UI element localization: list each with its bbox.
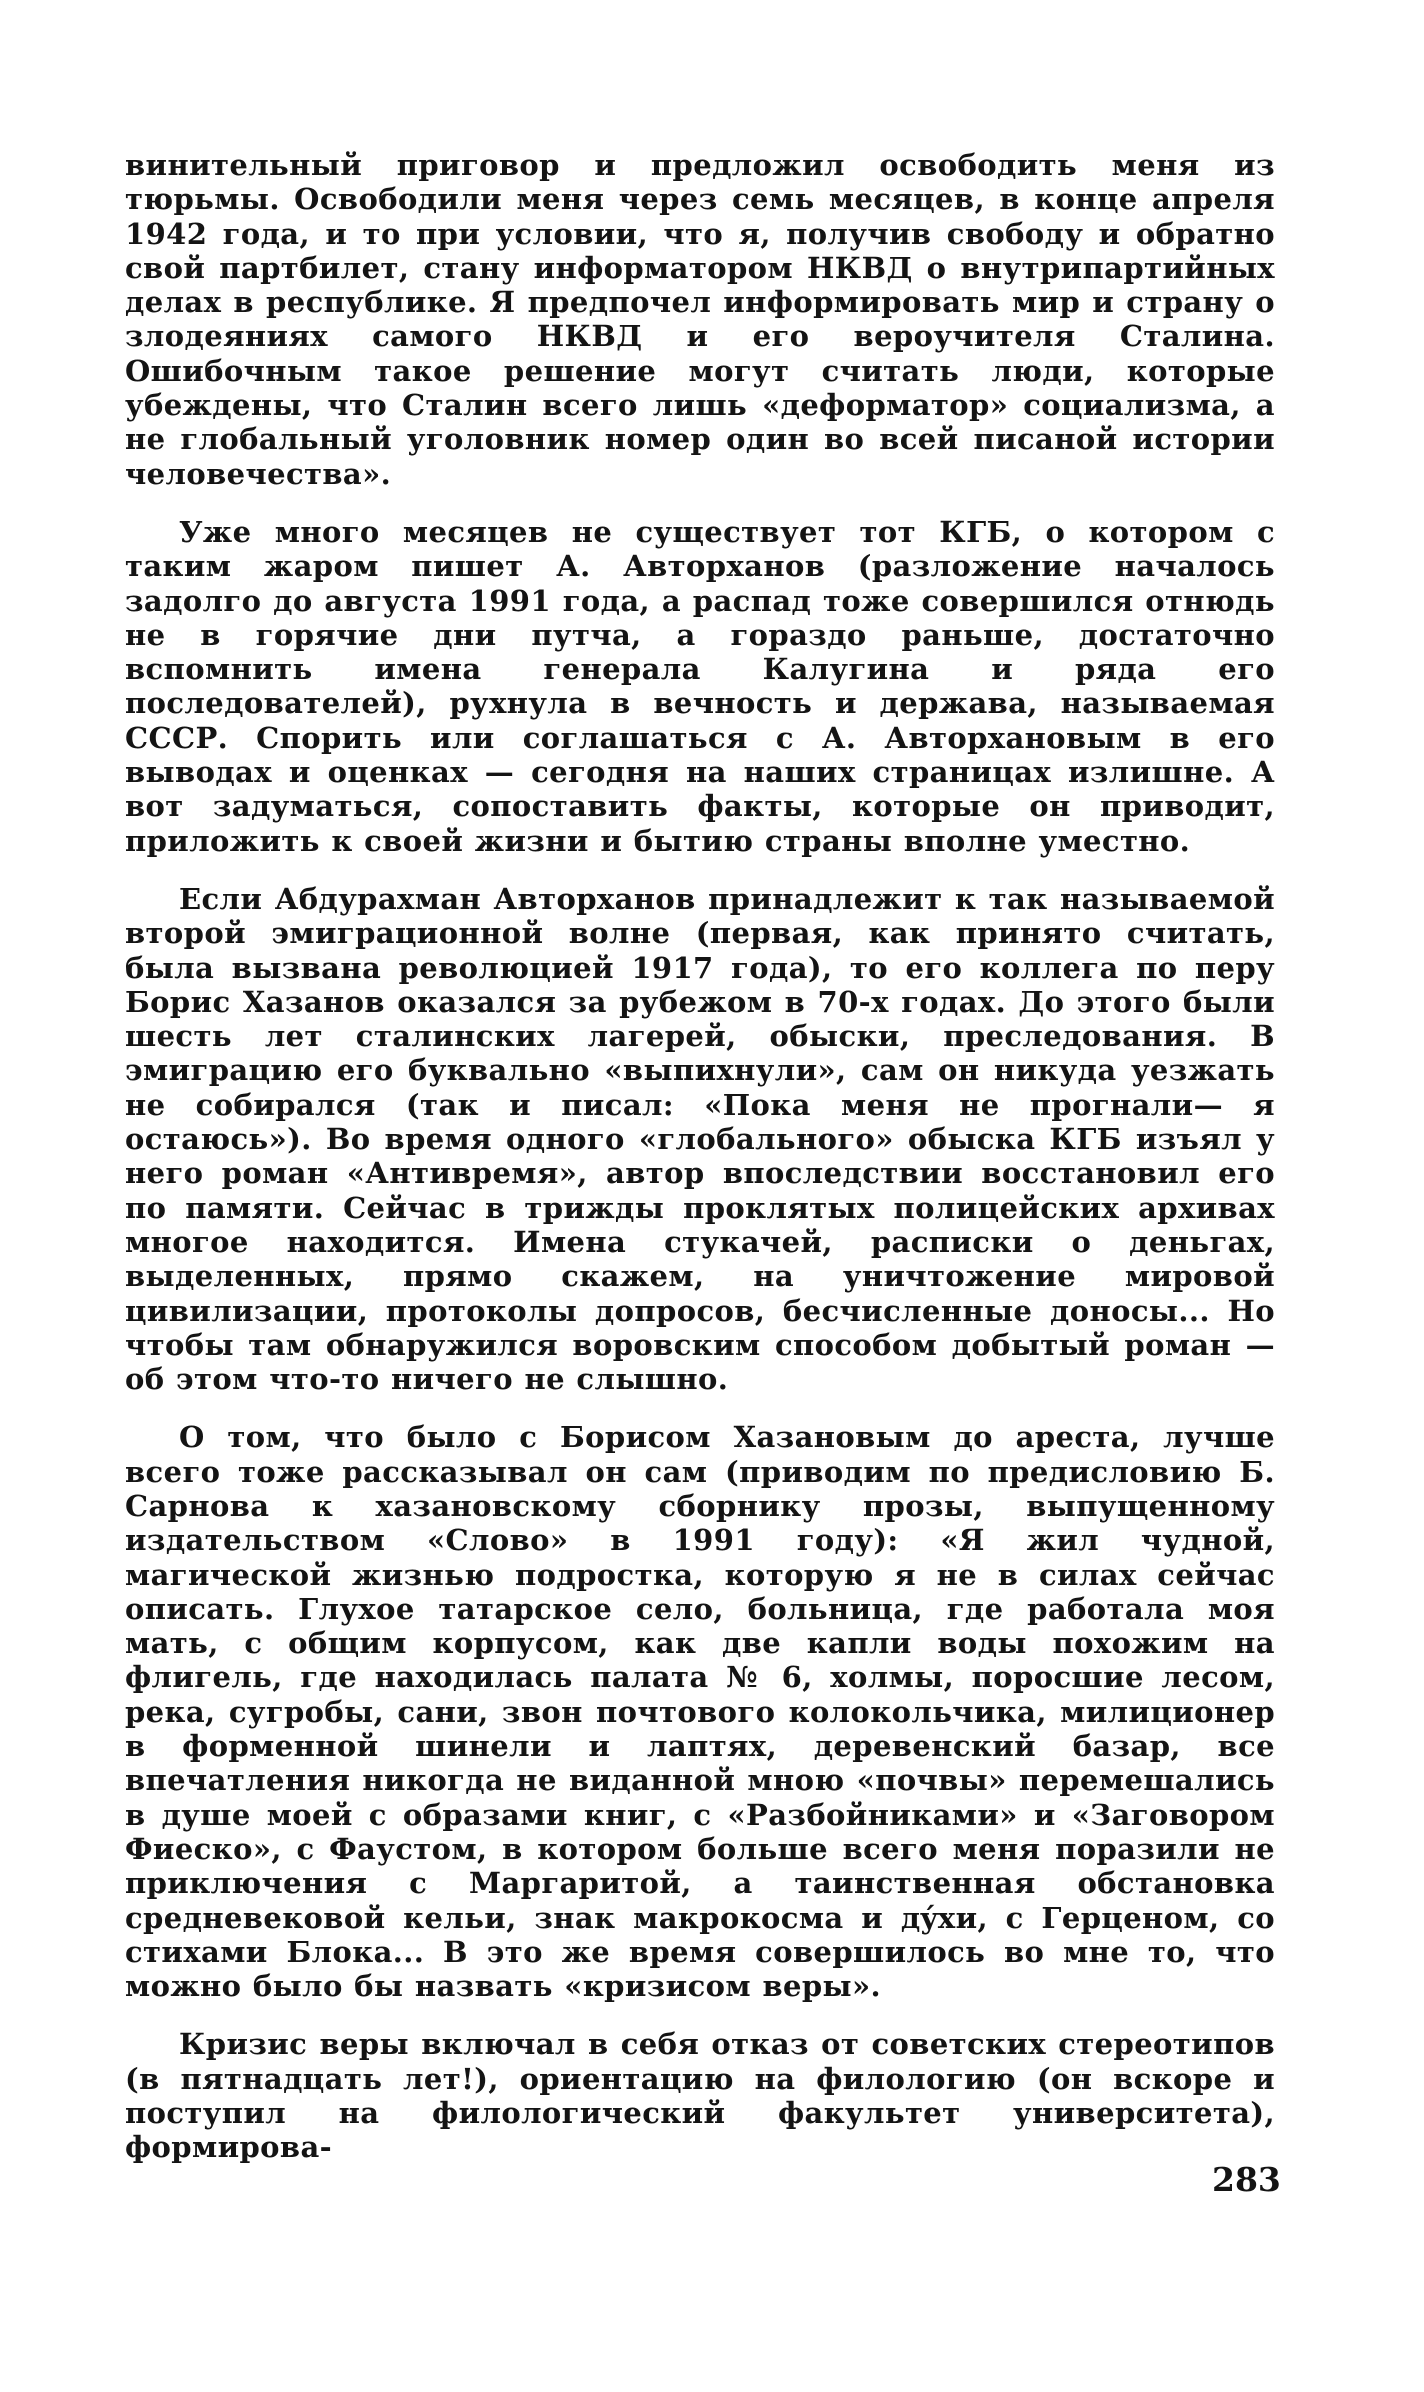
paragraph-2: Уже много месяцев не существует тот КГБ, о котором с таким жаром пишет А. Авторханов (разложение началось задолго до августа 1991 года, а распад тоже совершился отнюдь не в горячие дни путча, а гораздо раньше, достаточно вспомнить имена генерала Калугина и ряда его последователей), рухнула в вечность и держава, называемая СССР. Спорить или соглашаться с А. Авторхановым в его выводах и оценках — сегодня на наших страницах излишне. А вот задуматься, сопоставить факты, которые он приводит, приложить к своей жизни и бытию страны вполне уместно. [125, 514, 1275, 858]
page-body [125, 148, 1275, 2189]
paragraph-1: винительный приговор и предложил освободить меня из тюрьмы. Освободили меня через семь месяцев, в конце апреля 1942 года, и то при условии, что я, получив свободу и обратно свой партбилет, стану информатором НКВД о внутрипартийных делах в республике. Я предпочел информировать мир и страну о злодеяниях самого НКВД и его вероучителя Сталина. Ошибочным такое решение могут считать люди, которые убеждены, что Сталин всего лишь «деформатор» социализма, а не глобальный уголовник номер один во всей писаной истории человечества». [125, 148, 1275, 491]
paragraph-5: Кризис веры включал в себя отказ от советских стереотипов (в пятнадцать лет!), ориентацию на филологию (он вскоре и поступил на филологический факультет университета), формирова- [125, 2027, 1275, 2165]
paragraph-3: Если Абдурахман Авторханов принадлежит к так называемой второй эмиграционной волне (первая, как принято считать, была вызвана революцией 1917 года), то его коллега по перу Борис Хазанов оказался за рубежом в 70-х годах. До этого были шесть лет сталинских лагерей, обыски, преследования. В эмиграцию его буквально «выпихнули», сам он никуда уезжать не собирался (так и писал: «Пока меня не прогнали— я остаюсь»). Во время одного «глобального» обыска КГБ изъял у него роман «Антивремя», автор впоследствии восстановил его по памяти. Сейчас в трижды проклятых полицейских архивах многое находится. Имена стукачей, расписки о деньгах, выделенных, прямо скажем, на уничтожение мировой цивилизации, протоколы допросов, бесчисленные доносы... Но чтобы там обнаружился воровским способом добытый роман — об этом что-то ничего не слышно. [125, 881, 1275, 1397]
page-number: 283 [1212, 2160, 1281, 2199]
paragraph-4: О том, что было с Борисом Хазановым до ареста, лучше всего тоже рассказывал он сам (приводим по предисловию Б. Сарнова к хазановскому сборнику прозы, выпущенному издательством «Слово» в 1991 году): «Я жил чудной, магической жизнью подростка, которую я не в силах сейчас описать. Глухое татарское село, больница, где работала моя мать, с общим корпусом, как две капли воды похожим на флигель, где находилась палата № 6, холмы, поросшие лесом, река, сугробы, сани, звон почтового колокольчика, милиционер в форменной шинели и лаптях, деревенский базар, все впечатления никогда не виданной мною «почвы» перемешались в душе моей с образами книг, с «Разбойниками» и «Заговором Фиеско», с Фаустом, в котором больше всего меня поразили не приключения с Маргаритой, а таинственная обстановка средневековой кельи, знак макрокосма и дýхи, с Герценом, со стихами Блока... В это же время совершилось во мне то, что можно было бы назвать «кризисом веры». [125, 1420, 1275, 2004]
